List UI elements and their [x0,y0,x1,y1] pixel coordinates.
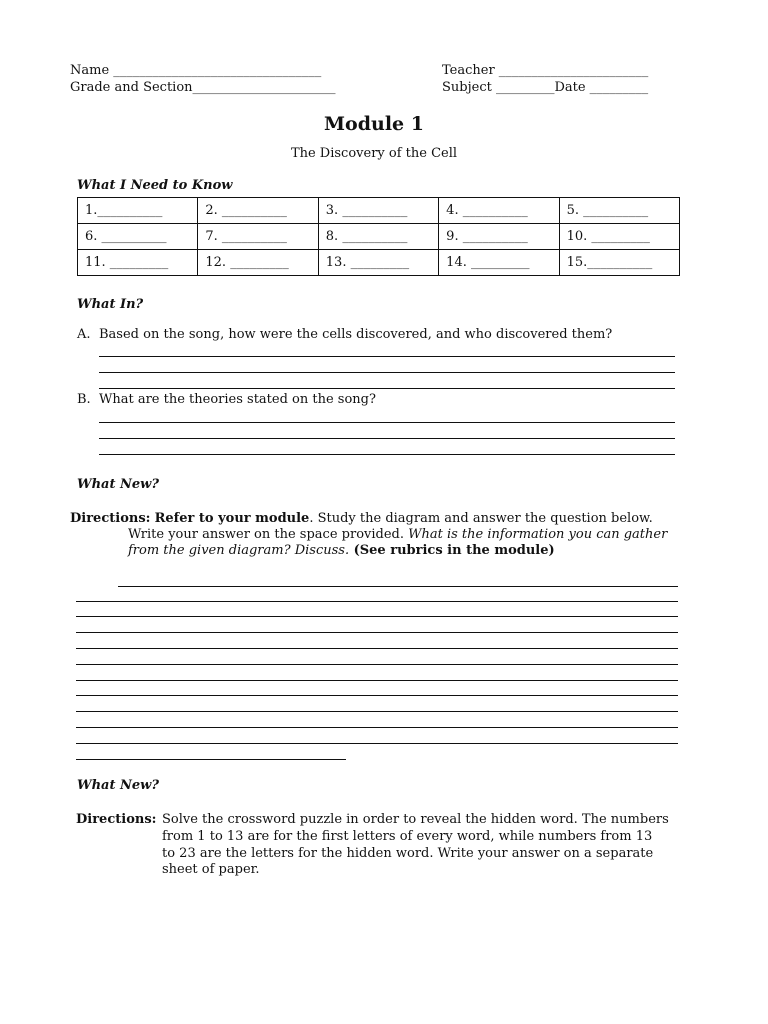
crossword-directions-1: Solve the crossword puzzle in order to reveal the hidden word. The numbers [162,812,669,827]
answer-cell[interactable]: 15.__________ [559,250,679,276]
name-field[interactable]: Name ________________________________ [70,63,322,78]
answer-cell[interactable]: 14. _________ [439,250,559,276]
directions-label: Directions: [70,511,151,526]
crossword-directions-3: to 23 are the letters for the hidden word. Write your answer on a separate [162,846,654,861]
page-title: Module 1 [324,113,424,135]
answer-line[interactable] [99,422,675,423]
answer-line[interactable] [76,743,678,744]
directions-line-2 [128,527,688,543]
table-row [78,250,680,276]
directions-line-1 [70,511,682,527]
answer-cell[interactable]: 5. __________ [559,198,679,224]
answer-cell[interactable]: 13. _________ [318,250,438,276]
answer-cell[interactable]: 6. __________ [78,224,198,250]
directions-question: from the given diagram? Discuss. [128,543,350,558]
answer-line[interactable] [76,601,678,602]
answer-line[interactable] [76,759,346,760]
need-to-know-heading: What I Need to Know [77,178,233,193]
answer-line[interactable] [99,372,675,373]
answer-cell[interactable]: 3. __________ [318,198,438,224]
what-new-heading-2: What New? [77,778,159,793]
answer-cell[interactable]: 1.__________ [78,198,198,224]
directions-label: Directions: [76,812,157,827]
directions-text: Write your answer on the space provided. [128,527,409,542]
question-a-text: Based on the song, how were the cells discovered, and who discovered them? [99,327,613,342]
directions-text: . Study the diagram and answer the question below. [309,511,653,526]
answer-cell[interactable]: 2. __________ [198,198,318,224]
answer-line[interactable] [76,648,678,649]
table-row [78,198,680,224]
answer-table [77,197,680,276]
page-subtitle: The Discovery of the Cell [290,146,458,161]
answer-line[interactable] [99,454,675,455]
rubrics-note: (See rubrics in the module) [349,543,555,558]
answer-line[interactable] [76,695,678,696]
subject-date-field[interactable]: Subject _________Date _________ [442,80,649,95]
answer-cell[interactable]: 9. __________ [439,224,559,250]
question-b-letter: B. [77,392,91,407]
crossword-directions-2: from 1 to 13 are for the first letters of every word, while numbers from 13 [162,829,653,844]
grade-section-field[interactable]: Grade and Section______________________ [70,80,336,95]
directions-line-3 [128,543,688,559]
table-row [78,224,680,250]
answer-cell[interactable]: 11. _________ [78,250,198,276]
answer-line[interactable] [118,586,678,587]
directions-bold: Refer to your module [154,511,310,526]
what-new-heading: What New? [77,477,159,492]
answer-cell[interactable]: 10. _________ [559,224,679,250]
answer-line[interactable] [76,664,678,665]
answer-line[interactable] [99,388,675,389]
what-in-heading: What In? [77,297,144,312]
directions-question: What is the information you can gather [408,527,668,542]
answer-line[interactable] [76,616,678,617]
answer-line[interactable] [76,632,678,633]
answer-line[interactable] [99,356,675,357]
answer-line[interactable] [76,711,678,712]
answer-cell[interactable]: 8. __________ [318,224,438,250]
answer-line[interactable] [99,438,675,439]
crossword-directions-4: sheet of paper. [162,862,260,877]
teacher-field[interactable]: Teacher _______________________ [442,63,649,78]
answer-cell[interactable]: 7. __________ [198,224,318,250]
answer-cell[interactable]: 4. __________ [439,198,559,224]
answer-line[interactable] [76,680,678,681]
answer-line[interactable] [76,727,678,728]
question-b-text: What are the theories stated on the song? [99,392,376,407]
question-a-letter: A. [77,327,91,342]
answer-cell[interactable]: 12. _________ [198,250,318,276]
